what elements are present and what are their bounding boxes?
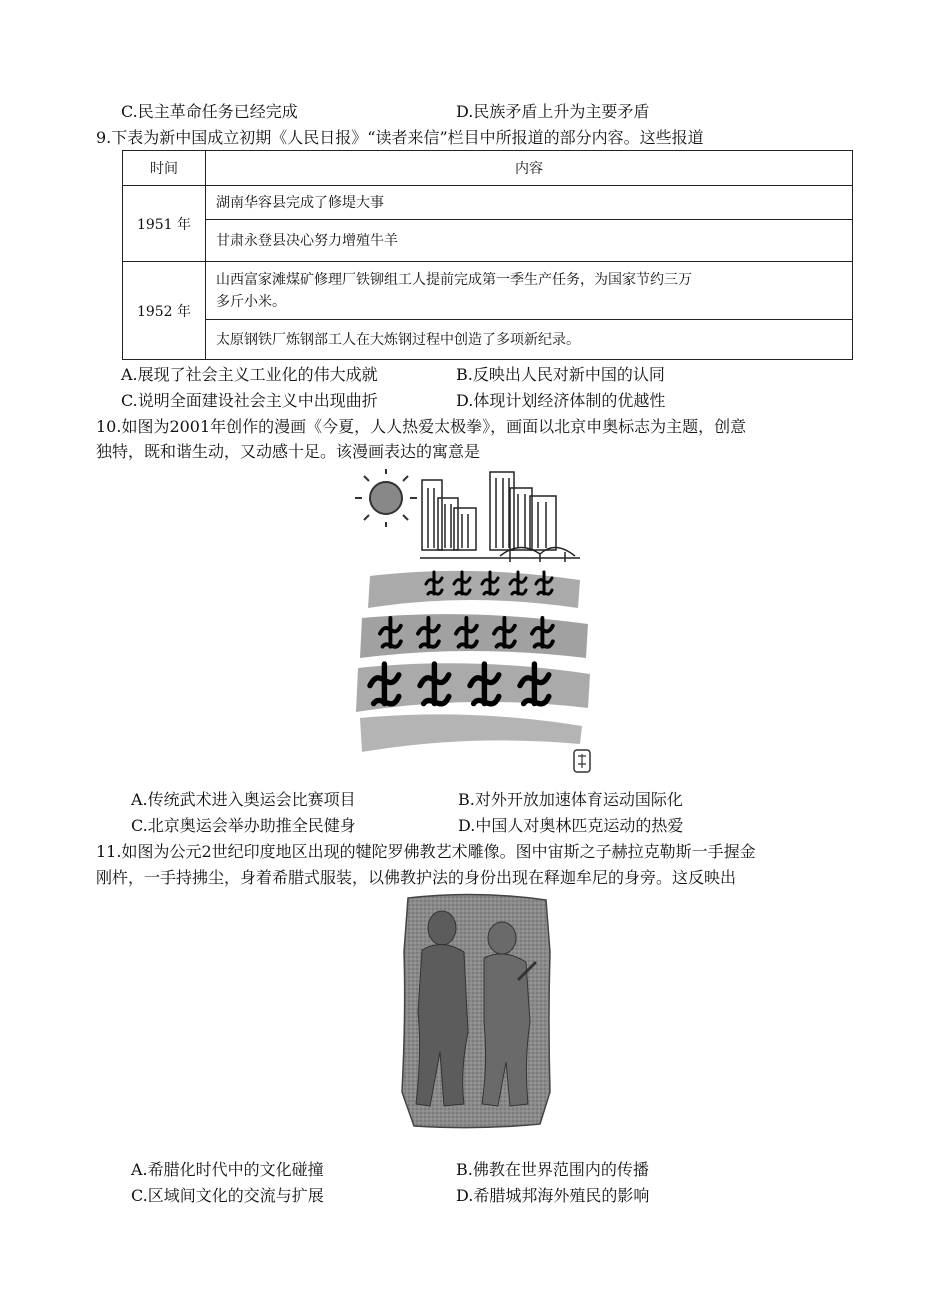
table-year-1951: 1951 年: [123, 186, 206, 262]
q8-option-d: D.民族矛盾上升为主要矛盾: [456, 102, 650, 121]
q9-option-d: D.体现计划经济体制的优越性: [456, 391, 666, 410]
table-row: [206, 262, 853, 320]
table-cell-line: 多斤小米。: [216, 293, 286, 310]
q8-option-c: C.民主革命任务已经完成: [121, 102, 298, 121]
q11-stem-line2: 刚杵，一手持拂尘，身着希腊式服装，以佛教护法的身份出现在释迦牟尼的身旁。这反映出: [96, 868, 737, 887]
q9-table: [122, 150, 853, 360]
q10-option-c: C.北京奥运会举办助推全民健身: [131, 816, 356, 835]
q11-stem-line1: 11.如图为公元2世纪印度地区出现的犍陀罗佛教艺术雕像。图中宙斯之子赫拉克勒斯一手握金: [96, 842, 756, 861]
q11-option-d: D.希腊城邦海外殖民的影响: [456, 1186, 650, 1205]
table-year-1952: 1952 年: [123, 262, 206, 360]
table-header-content: 内容: [206, 151, 853, 186]
table-cell-line: 山西富家滩煤矿修理厂铁铆组工人提前完成第一季生产任务，为国家节约三万: [216, 271, 692, 288]
gandhara-sculpture-image: [400, 892, 552, 1132]
q9-option-a: A.展现了社会主义工业化的伟大成就: [121, 365, 378, 384]
table-row: 甘肃永登县决心努力增殖牛羊: [206, 220, 853, 262]
q9-stem: 9.下表为新中国成立初期《人民日报》“读者来信”栏目中所报道的部分内容。这些报道: [96, 128, 704, 147]
q10-stem-line2: 独特，既和谐生动，又动感十足。该漫画表达的寓意是: [96, 442, 481, 461]
table-row: 太原钢铁厂炼钢部工人在大炼钢过程中创造了多项新纪录。: [206, 320, 853, 360]
taiji-cartoon-image: [350, 468, 600, 778]
sun-icon: [355, 469, 417, 527]
q11-option-c: C.区域间文化的交流与扩展: [131, 1186, 324, 1205]
table-header-time: 时间: [123, 151, 206, 186]
q10-option-b: B.对外开放加速体育运动国际化: [458, 790, 683, 809]
q11-option-b: B.佛教在世界范围内的传播: [456, 1160, 649, 1179]
q9-option-b: B.反映出人民对新中国的认同: [456, 365, 665, 384]
q10-option-d: D.中国人对奥林匹克运动的热爱: [458, 816, 684, 835]
q11-option-a: A.希腊化时代中的文化碰撞: [131, 1160, 324, 1179]
artist-seal-icon: [574, 750, 590, 772]
brush-strokes: [356, 571, 590, 752]
buildings-icon: [420, 472, 580, 562]
q10-option-a: A.传统武术进入奥运会比赛项目: [131, 790, 356, 809]
q10-stem-line1: 10.如图为2001年创作的漫画《今夏，人人热爱太极拳》，画面以北京申奥标志为主题，创意: [96, 417, 747, 436]
table-row: 湖南华容县完成了修堤大事: [206, 186, 853, 220]
q9-option-c: C.说明全面建设社会主义中出现曲折: [121, 391, 378, 410]
